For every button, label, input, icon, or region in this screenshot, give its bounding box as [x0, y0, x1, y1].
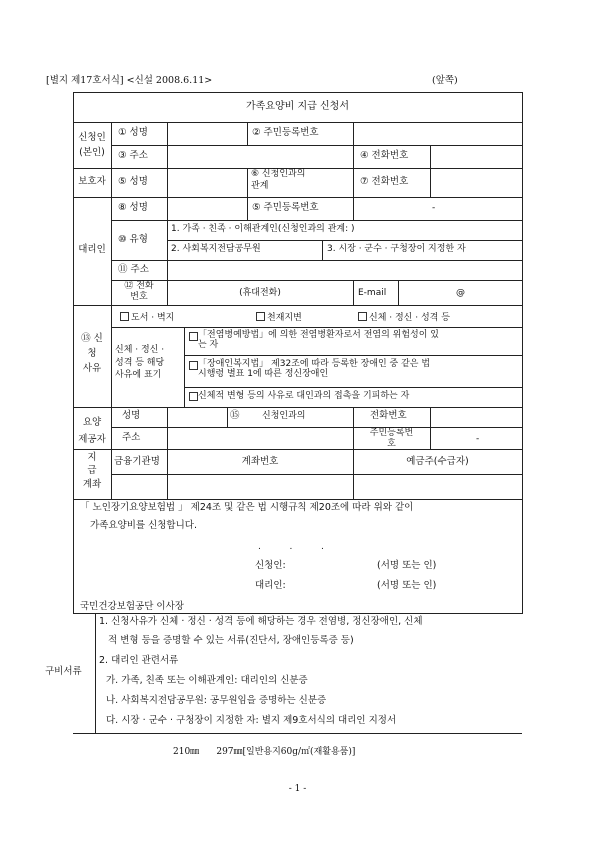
reason-item-3: 신체적 변형 등의 사유로 대인과의 접촉을 기피하는 자: [198, 391, 410, 401]
page-number: - 1 -: [288, 784, 307, 794]
paper-size-note: 210㎜ 297㎜[일반용지60g/㎡(재활용품)]: [173, 747, 356, 757]
statement-applicant-label: 신청인:: [255, 560, 286, 571]
agent-email-label: E-mail: [358, 288, 387, 298]
account-section-label: 지 급 계좌: [82, 452, 102, 490]
agent-type-label: ⑩ 유형: [118, 234, 148, 245]
reason-option-remote[interactable]: 도서 · 벽지: [120, 312, 174, 323]
provider-phone-label: 전화번호: [370, 410, 407, 421]
form-title: 가족요양비 지급 신청서: [246, 101, 349, 112]
agent-rrn-label: ⑤ 주민등록번호: [252, 202, 319, 213]
reason-item-1: 「전염병예방법」에 의한 전염병환자로서 전염의 위험성이 있 는 자: [198, 330, 439, 351]
guardian-relation-label: ⑥ 신청인과의 관계: [251, 169, 306, 191]
documents-item-1-cont: 적 변형 등을 증명할 수 있는 서류(진단서, 장애인등록증 등): [108, 635, 354, 646]
agent-type-option-1: 1. 가족 · 친족 · 이해관계인(신청인과의 관계: ): [171, 224, 355, 234]
agent-email-at: @: [456, 288, 465, 298]
form-number: [별지 제17호서식] <신설 2008.6.11>: [46, 75, 213, 86]
checkbox[interactable]: [256, 312, 265, 321]
account-bank-label: 금융기관명: [114, 456, 160, 467]
reason-item-2-checkbox[interactable]: [189, 361, 198, 370]
account-holder-label: 예금주(수급자): [406, 456, 469, 467]
statement-date: . . .: [258, 542, 324, 552]
statement-line-2: 가족요양비를 신청합니다.: [90, 520, 197, 531]
applicant-rrn-label: ② 주민등록번호: [252, 127, 319, 138]
statement-line-1: 「 노인장기요양보험법 」 제24조 및 같은 법 시행규칙 제20조에 따라 위와 같이: [80, 502, 414, 513]
reason-section-label: ⑬ 신 청 사유: [81, 333, 103, 375]
reason-option-disaster[interactable]: 천재지변: [256, 312, 302, 323]
agent-name-label: ⑧ 성명: [118, 202, 148, 213]
agent-mobile-label: (휴대전화): [239, 288, 281, 298]
documents-item-1: 1. 신청사유가 신체 · 정신 · 성격 등에 해당하는 경우 전염병, 정신장애인, 신체: [99, 616, 423, 627]
documents-section-label: 구비서류: [45, 666, 82, 677]
applicant-name-label: ① 성명: [118, 127, 148, 138]
provider-name-label: 성명: [122, 410, 141, 421]
documents-item-2c: 다. 시장 · 군수 · 구청장이 지정한 자: 별지 제9호서식의 대리인 지정서: [106, 715, 397, 726]
reason-item-3-checkbox[interactable]: [189, 392, 198, 401]
guardian-section-label: 보호자: [78, 176, 106, 187]
reason-item-2: 「장애인복지법」 제32조에 따라 등록한 장애인 중 같은 법 시행령 별표 1에 따른 정신장애인: [198, 359, 431, 380]
agent-phone-label: ⑫ 전화 번호: [124, 281, 154, 303]
provider-rrn-label: 주민등록번 호: [369, 428, 414, 449]
applicant-phone-label: ④ 전화번호: [360, 150, 409, 161]
agent-section-label: 대리인: [78, 244, 106, 255]
reason-item-1-checkbox[interactable]: [189, 332, 198, 341]
provider-section-label: 요양 제공자: [78, 417, 106, 445]
provider-relation-label: 신청인과의: [262, 411, 306, 421]
checkbox[interactable]: [358, 312, 367, 321]
agent-type-option-3: 3. 시장 · 군수 · 구청장이 지정한 자: [327, 244, 466, 254]
provider-relation-number: ⑮: [230, 410, 240, 421]
statement-agent-sign: (서명 또는 인): [377, 580, 437, 591]
provider-address-label: 주소: [122, 432, 141, 443]
reason-sub-label: 신체 · 정신 · 성격 등 해당 사유에 표기: [115, 345, 165, 381]
statement-addressee: 국민건강보험공단 이사장: [80, 601, 184, 612]
agent-type-option-2: 2. 사회복지전담공무원: [171, 244, 261, 254]
checkbox[interactable]: [120, 312, 129, 321]
applicant-section-label: 신청인 (본인): [78, 132, 106, 159]
documents-item-2b: 나. 사회복지전담공무원: 공무원임을 증명하는 신분증: [106, 695, 327, 706]
agent-rrn-value: -: [432, 203, 436, 213]
guardian-name-label: ⑤ 성명: [118, 176, 148, 187]
provider-rrn-value: -: [476, 434, 480, 444]
guardian-phone-label: ⑦ 전화번호: [360, 176, 409, 187]
reason-option-physical[interactable]: 신체 · 정신 · 성격 등: [358, 312, 450, 323]
account-number-label: 계좌번호: [241, 456, 279, 467]
agent-address-label: ⑪ 주소: [118, 264, 149, 275]
page-side: (앞쪽): [432, 75, 458, 86]
applicant-address-label: ③ 주소: [118, 150, 148, 161]
statement-applicant-sign: (서명 또는 인): [377, 560, 437, 571]
documents-item-2a: 가. 가족, 친족 또는 이해관계인: 대리인의 신분증: [106, 675, 308, 686]
documents-item-2: 2. 대리인 관련서류: [99, 655, 179, 666]
statement-agent-label: 대리인:: [255, 580, 286, 591]
